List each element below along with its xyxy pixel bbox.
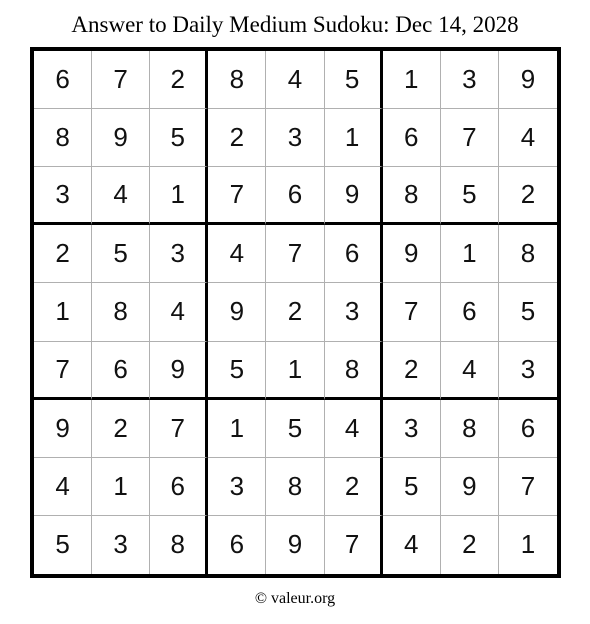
sudoku-cell: 2	[499, 167, 557, 225]
sudoku-cell: 7	[92, 51, 150, 109]
sudoku-cell: 4	[266, 51, 324, 109]
sudoku-cell: 5	[150, 109, 208, 167]
sudoku-cell: 8	[150, 516, 208, 574]
sudoku-cell: 8	[499, 225, 557, 283]
sudoku-cell: 8	[34, 109, 92, 167]
sudoku-board	[30, 47, 561, 578]
sudoku-cell: 2	[266, 283, 324, 341]
sudoku-cell: 6	[441, 283, 499, 341]
sudoku-cell: 5	[92, 225, 150, 283]
sudoku-cell: 8	[441, 400, 499, 458]
sudoku-cell: 4	[150, 283, 208, 341]
sudoku-cell: 7	[150, 400, 208, 458]
sudoku-cell: 9	[499, 51, 557, 109]
sudoku-cell: 9	[441, 458, 499, 516]
sudoku-cell: 9	[92, 109, 150, 167]
sudoku-cell: 1	[34, 283, 92, 341]
sudoku-cell: 8	[325, 342, 383, 400]
sudoku-cell: 6	[266, 167, 324, 225]
sudoku-cell: 5	[266, 400, 324, 458]
sudoku-cell: 7	[266, 225, 324, 283]
sudoku-cell: 2	[325, 458, 383, 516]
sudoku-cell: 8	[266, 458, 324, 516]
sudoku-cell: 5	[208, 342, 266, 400]
sudoku-cell: 3	[34, 167, 92, 225]
sudoku-cell: 2	[208, 109, 266, 167]
sudoku-cell: 7	[325, 516, 383, 574]
sudoku-cell: 4	[34, 458, 92, 516]
sudoku-cell: 4	[325, 400, 383, 458]
sudoku-cell: 7	[208, 167, 266, 225]
sudoku-cell: 1	[441, 225, 499, 283]
sudoku-cell: 3	[266, 109, 324, 167]
page-title: Answer to Daily Medium Sudoku: Dec 14, 2028	[71, 12, 519, 37]
sudoku-cell: 6	[383, 109, 441, 167]
sudoku-cell: 1	[520, 529, 536, 560]
sudoku-cell: 9	[150, 342, 208, 400]
sudoku-cell: 3	[208, 458, 266, 516]
sudoku-cell: 1	[92, 458, 150, 516]
sudoku-cell: 3	[150, 225, 208, 283]
sudoku-cell: 5	[499, 283, 557, 341]
sudoku-cell: 7	[441, 109, 499, 167]
sudoku-cell: 1	[325, 109, 383, 167]
sudoku-cell: 1	[383, 51, 441, 109]
sudoku-cell: 4	[499, 109, 557, 167]
sudoku-cell: 7	[34, 342, 92, 400]
sudoku-cell: 7	[499, 458, 557, 516]
sudoku-cell: 9	[383, 225, 441, 283]
sudoku-cell: 3	[92, 516, 150, 574]
sudoku-cell: 8	[383, 167, 441, 225]
sudoku-cell: 5	[34, 516, 92, 574]
sudoku-cell: 7	[383, 283, 441, 341]
sudoku-cell: 1	[150, 167, 208, 225]
sudoku-cell: 9	[325, 167, 383, 225]
sudoku-cell: 4	[441, 342, 499, 400]
sudoku-cell: 2	[150, 51, 208, 109]
sudoku-cell: 2	[383, 342, 441, 400]
sudoku-cell: 3	[383, 400, 441, 458]
sudoku-cell: 2	[34, 225, 92, 283]
sudoku-cell: 4	[208, 225, 266, 283]
sudoku-cell: 6	[34, 51, 92, 109]
sudoku-cell: 9	[208, 283, 266, 341]
sudoku-cell: 6	[208, 516, 266, 574]
sudoku-cell: 1	[266, 342, 324, 400]
sudoku-cell: 5	[441, 167, 499, 225]
sudoku-cell: 9	[34, 400, 92, 458]
sudoku-cell: 6	[325, 225, 383, 283]
sudoku-cell: 5	[325, 51, 383, 109]
sudoku-cell: 5	[383, 458, 441, 516]
sudoku-cell: 6	[150, 458, 208, 516]
sudoku-cell: 8	[92, 283, 150, 341]
sudoku-cell: 4	[383, 516, 441, 574]
sudoku-cell: 2	[92, 400, 150, 458]
sudoku-cell: 9	[266, 516, 324, 574]
sudoku-cell: 3	[325, 283, 383, 341]
sudoku-cell: 4	[92, 167, 150, 225]
sudoku-cell: 8	[208, 51, 266, 109]
sudoku-cell: 2	[441, 516, 499, 574]
sudoku-cell: 3	[499, 342, 557, 400]
sudoku-cell: 1	[208, 400, 266, 458]
sudoku-cell: 6	[499, 400, 557, 458]
sudoku-cell: 6	[92, 342, 150, 400]
copyright-footer: © valeur.org	[254, 590, 336, 607]
sudoku-cell: 3	[441, 51, 499, 109]
